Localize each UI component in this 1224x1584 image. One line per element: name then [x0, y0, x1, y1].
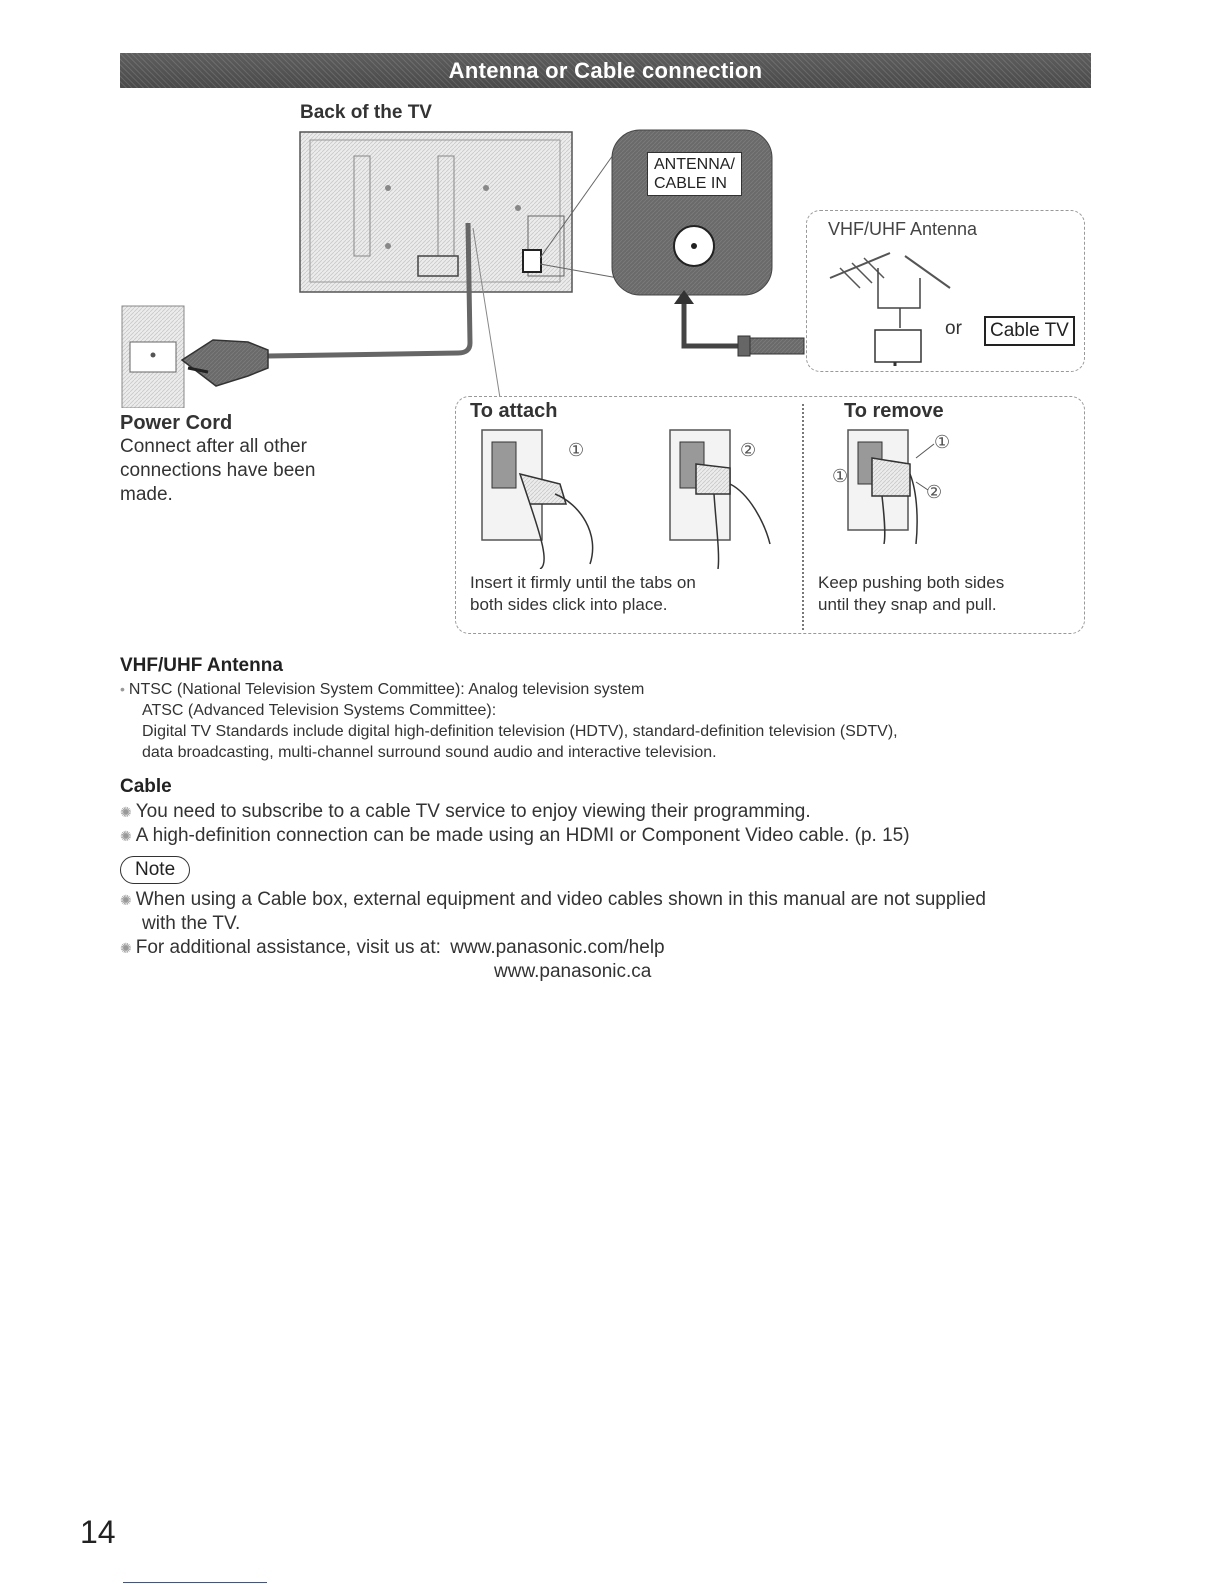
remove-caption-line2: until they snap and pull. [818, 595, 997, 614]
ca-url-link[interactable]: www.panasonic.ca [494, 961, 652, 982]
power-cord-desc-line1: Connect after all other [120, 436, 307, 457]
note-section [120, 888, 1110, 984]
remove-step-1: ① [934, 432, 951, 452]
power-cord-desc-line3: made. [120, 484, 173, 505]
vhf-section [120, 655, 1100, 763]
cable-section [120, 776, 1100, 848]
remove-caption-line1: Keep pushing both sides [818, 573, 1005, 592]
port-label-line1: ANTENNA/ [654, 156, 735, 173]
cable-bullet-1 [120, 800, 1100, 824]
antenna-box-label: VHF/UHF Antenna [828, 219, 978, 239]
note-bullet-1-line1: When using a Cable box, external equipment and video cables shown in this manual are not supplied [135, 889, 986, 910]
cable-bullet-2 [120, 824, 1100, 848]
port-label-line2: CABLE IN [654, 175, 727, 192]
attach-step-1: ① [568, 440, 585, 460]
section-title: Antenna or Cable connection [448, 57, 763, 83]
bullet-dot-icon: • [120, 681, 125, 697]
remove-step-2: ② [926, 482, 943, 502]
power-cord-title: Power Cord [120, 412, 233, 434]
remove-title: To remove [844, 400, 944, 422]
note-label: Note [120, 856, 190, 884]
back-of-tv-label: Back of the TV [300, 102, 432, 123]
antenna-icon [820, 248, 970, 368]
remove-step-1b: ① [832, 466, 849, 486]
power-cord-desc-line2: connections have been [120, 460, 316, 481]
note-bullet-2-prefix: For additional assistance, visit us at: [135, 937, 441, 958]
attach-title: To attach [470, 400, 558, 422]
port-label-box [647, 152, 742, 196]
panel-divider [802, 404, 804, 630]
cable-bullet-1-text: You need to subscribe to a cable TV service to enjoy viewing their programming. [135, 801, 811, 822]
bullet-gear-icon: ✺ [120, 940, 132, 956]
footer-rule [123, 1582, 267, 1583]
attach-step-2: ② [740, 440, 757, 460]
or-text: or [945, 318, 962, 339]
page-number: 14 [80, 1514, 116, 1550]
vhf-line3: Digital TV Standards include digital high-definition television (HDTV), standard-definition television (SDTV), [142, 723, 898, 740]
bullet-gear-icon: ✺ [120, 892, 132, 908]
cable-bullet-2-text: A high-definition connection can be made using an HDMI or Component Video cable. (p. 15) [135, 825, 910, 846]
attach-caption-line2: both sides click into place. [470, 595, 668, 614]
help-url-link[interactable]: www.panasonic.com/help [450, 937, 665, 958]
vhf-bullet [120, 679, 1100, 700]
remove-caption [818, 572, 1004, 616]
note-bullet-1-line2: with the TV. [142, 913, 241, 934]
bullet-gear-icon: ✺ [120, 828, 132, 844]
note-bullet-2 [120, 936, 1110, 960]
attach-caption-line1: Insert it firmly until the tabs on [470, 573, 696, 592]
vhf-line2: ATSC (Advanced Television Systems Committee): [142, 702, 497, 719]
note-bullet-1 [120, 888, 1110, 912]
vhf-line1: NTSC (National Television System Committee): Analog television system [128, 681, 645, 698]
attach-caption [470, 572, 696, 616]
section-banner [120, 53, 1091, 88]
bullet-gear-icon: ✺ [120, 804, 132, 820]
vhf-line4: data broadcasting, multi-channel surround sound audio and interactive television. [142, 744, 717, 761]
power-cord-block [120, 412, 440, 507]
vhf-section-title: VHF/UHF Antenna [120, 655, 283, 676]
cable-tv-label: Cable TV [984, 316, 1075, 346]
cable-section-title: Cable [120, 776, 172, 797]
